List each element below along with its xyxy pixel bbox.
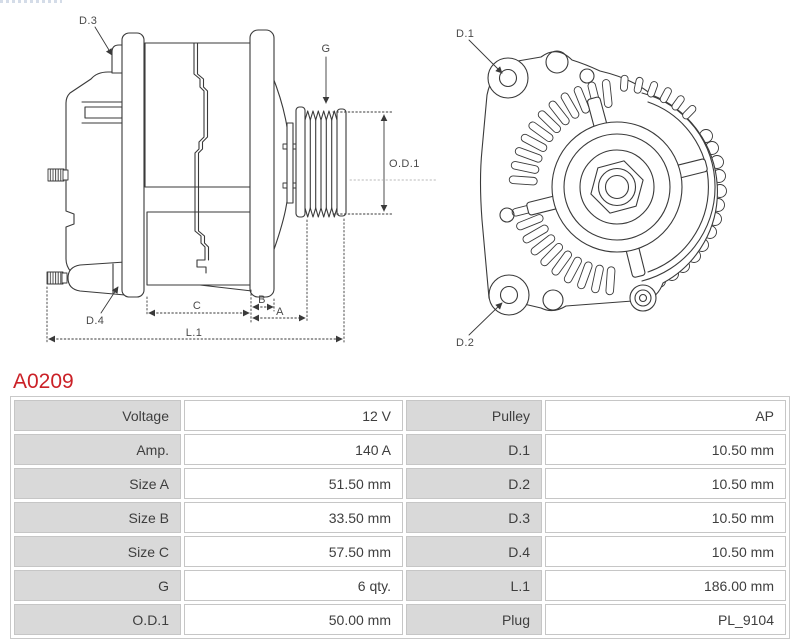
page-edge-fragment	[0, 0, 62, 3]
spec-row-voltage-pulley	[14, 400, 786, 431]
spec-value: 186.00 mm	[545, 570, 786, 601]
dim-label-od1: O.D.1	[389, 158, 420, 170]
dim-label-d2: D.2	[456, 337, 475, 349]
spec-label: G	[14, 570, 181, 601]
spec-value: 50.00 mm	[184, 604, 403, 635]
spec-value: PL_9104	[545, 604, 786, 635]
spec-table	[10, 396, 790, 639]
spec-label: Plug	[406, 604, 542, 635]
spec-label: Size A	[14, 468, 181, 499]
spec-value: 6 qty.	[184, 570, 403, 601]
spec-value: 10.50 mm	[545, 502, 786, 533]
spec-row-sizea-d2	[14, 468, 786, 499]
spec-label: Pulley	[406, 400, 542, 431]
spec-value: 10.50 mm	[545, 468, 786, 499]
dim-label-l1: L.1	[185, 327, 203, 339]
spec-row-g-l1	[14, 570, 786, 601]
spec-label: D.4	[406, 536, 542, 567]
spec-label: Size C	[14, 536, 181, 567]
spec-label: Amp.	[14, 434, 181, 465]
spec-value: AP	[545, 400, 786, 431]
pulley-side-view	[296, 107, 346, 217]
part-number: A0209	[13, 370, 74, 393]
spec-label: D.1	[406, 434, 542, 465]
spec-row-od1-plug	[14, 604, 786, 635]
spec-row-sizec-d4	[14, 536, 786, 567]
dim-label-d1: D.1	[456, 28, 475, 40]
leader-d1	[469, 40, 502, 73]
spec-row-amp-d1	[14, 434, 786, 465]
spec-label: O.D.1	[14, 604, 181, 635]
spec-value: 12 V	[184, 400, 403, 431]
spec-value: 140 A	[184, 434, 403, 465]
spec-label: D.3	[406, 502, 542, 533]
dim-label-c: C	[192, 300, 202, 312]
spec-label: L.1	[406, 570, 542, 601]
spec-value: 51.50 mm	[184, 468, 403, 499]
spec-value: 10.50 mm	[545, 434, 786, 465]
spec-label: Size B	[14, 502, 181, 533]
spec-label: D.2	[406, 468, 542, 499]
dim-label-a: A	[276, 306, 284, 318]
alternator-side-view-drawing	[47, 15, 438, 342]
spec-label: Voltage	[14, 400, 181, 431]
threaded-stud-top	[48, 169, 68, 181]
dim-label-d3: D.3	[79, 15, 98, 27]
spec-value: 33.50 mm	[184, 502, 403, 533]
pulley-front-view	[552, 122, 682, 252]
leader-d3	[95, 27, 112, 55]
dim-label-g: G	[321, 43, 331, 55]
alternator-front-view-drawing	[456, 28, 727, 349]
threaded-stud-bottom	[47, 272, 67, 284]
spec-value: 57.50 mm	[184, 536, 403, 567]
spec-value: 10.50 mm	[545, 536, 786, 567]
spec-row-sizeb-d3	[14, 502, 786, 533]
leader-d2	[469, 303, 502, 335]
dim-label-d4: D.4	[86, 315, 105, 327]
dim-label-b: B	[258, 294, 266, 306]
